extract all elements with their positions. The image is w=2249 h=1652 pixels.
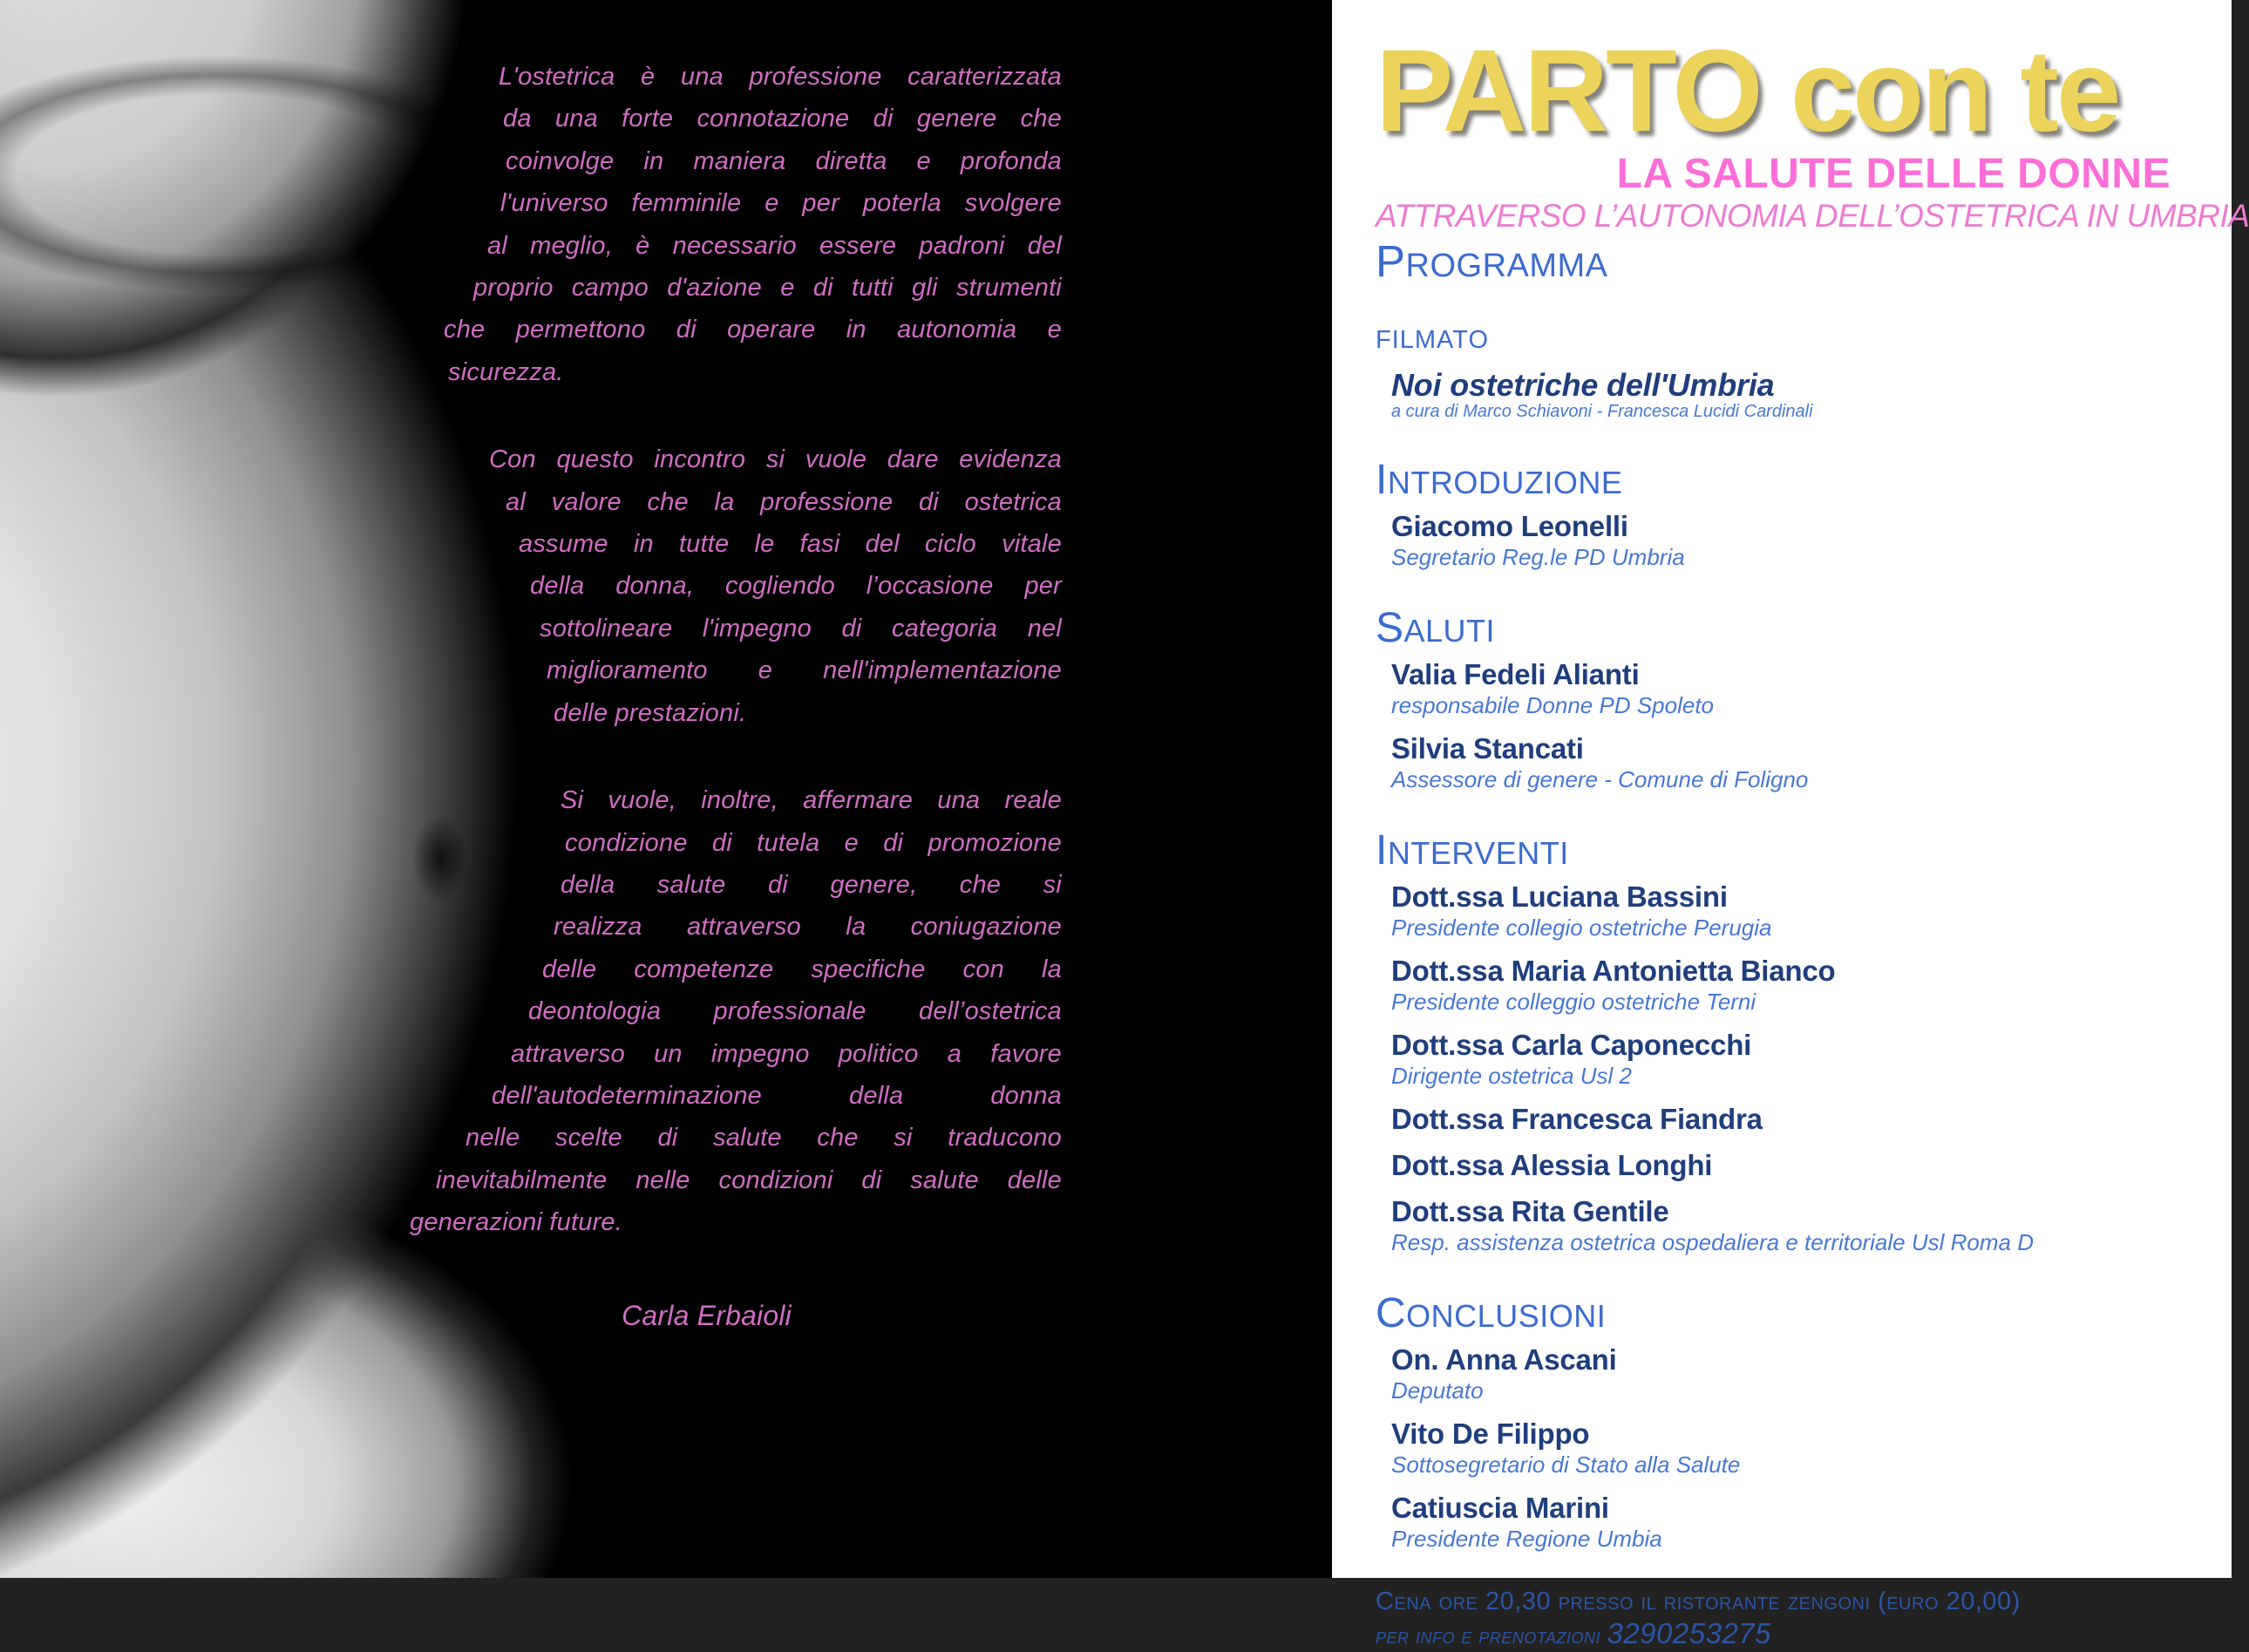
speaker-role: Presidente collegio ostetriche Perugia: [1391, 914, 1772, 941]
dinner-info: Cena ore 20,30 presso il ristorante zengoni (euro 20,00): [1376, 1587, 2021, 1615]
section-heading: INTRODUZIONE: [1376, 457, 1623, 503]
program-item: [1391, 369, 2171, 422]
program-heading: PROGRAMMA: [1376, 236, 1608, 286]
quote-line: assume in tutte le fasi del ciclo vitale: [519, 530, 1062, 559]
quote-line: inevitabilmente nelle condizioni di salute delle: [436, 1166, 1062, 1194]
speaker-role: Assessore di genere - Comune di Foligno: [1391, 766, 1809, 792]
footer: [1376, 1585, 2171, 1652]
program-item: [1391, 1195, 2171, 1255]
program-section: [1376, 605, 2171, 792]
program-section: [1376, 827, 2171, 1255]
quote-line: miglioramento e nell'implementazione: [547, 656, 1062, 685]
quote-line: delle prestazioni.: [554, 698, 747, 727]
speaker-role: Deputato: [1391, 1377, 1484, 1404]
quote-line: da una forte connotazione di genere che: [503, 105, 1062, 133]
quote-line: deontologia professionale dell’ostetrica: [528, 997, 1062, 1026]
program-panel: [1332, 0, 2249, 1649]
speaker-name: Vito De Filippo: [1391, 1417, 1590, 1450]
section-heading: INTERVENTI: [1376, 827, 1569, 874]
quote-block: [0, 56, 1062, 1336]
quote-line: della donna, cogliendo l’occasione per: [530, 572, 1062, 601]
program-section: [1376, 325, 2171, 422]
speaker-role: Presidente colleggio ostetriche Terni: [1391, 989, 1756, 1015]
quote-line: coinvolge in maniera diretta e profonda: [506, 146, 1062, 175]
quote-line: sicurezza.: [448, 357, 564, 386]
speaker-name: Dott.ssa Francesca Fiandra: [1391, 1103, 1763, 1135]
quote-line: che permettono di operare in autonomia e: [444, 316, 1062, 344]
speaker-name: Dott.ssa Maria Antonietta Bianco: [1391, 955, 1836, 987]
program-item: [1391, 880, 2171, 941]
program-item: [1391, 1029, 2171, 1089]
speaker-name: Giacomo Leonelli: [1391, 510, 1628, 542]
quote-paragraph: [0, 438, 1062, 734]
program-item: [1391, 955, 2171, 1015]
quote-line: delle competenze specifiche con la: [542, 955, 1062, 983]
quote-line: Si vuole, inoltre, affermare una reale: [561, 786, 1062, 815]
program-item: [1391, 1417, 2171, 1478]
quote-line: generazioni future.: [410, 1208, 623, 1237]
program-item: [1391, 1343, 2171, 1404]
program-item: [1391, 658, 2171, 718]
quote-line: al valore che la professione di ostetrica: [506, 487, 1062, 516]
booking-info: [1376, 1618, 2171, 1652]
speaker-role: Dirigente ostetrica Usl 2: [1391, 1063, 1632, 1089]
speaker-name: Valia Fedeli Alianti: [1391, 658, 1640, 690]
program-sections: [1376, 325, 2171, 1552]
speaker-role: Sottosegretario di Stato alla Salute: [1391, 1451, 1741, 1478]
booking-label: per info e prenotazioni: [1376, 1624, 1607, 1649]
program-item: [1391, 1103, 2171, 1135]
quote-line: attraverso un impegno politico a favore: [511, 1039, 1062, 1068]
booking-phone: 3290253275: [1607, 1617, 1771, 1649]
program-item: [1391, 1492, 2171, 1552]
quote-line: l'universo femminile e per poterla svolgere: [500, 189, 1062, 218]
program-section: [1376, 1290, 2171, 1552]
program-item: [1391, 510, 2171, 570]
quote-paragraph: [0, 779, 1062, 1243]
speaker-name: Catiuscia Marini: [1391, 1492, 1609, 1524]
speaker-name: Dott.ssa Luciana Bassini: [1391, 880, 1728, 913]
quote-line: dell'autodeterminazione della donna: [492, 1081, 1062, 1110]
quote-line: della salute di genere, che si: [561, 870, 1062, 899]
quote-paragraph: [0, 56, 1062, 393]
speaker-role: Segretario Reg.le PD Umbria: [1391, 544, 1685, 570]
speaker-role: Resp. assistenza ostetrica ospedaliera e territoriale Usl Roma D: [1391, 1229, 2034, 1255]
event-tagline: ATTRAVERSO L’AUTONOMIA DELL’OSTETRICA IN UMBRIA: [1376, 198, 2249, 234]
speaker-role: a cura di Marco Schiavoni - Francesca Lucidi Cardinali: [1391, 402, 1813, 421]
quote-line: sottolineare l'impegno di categoria nel: [540, 614, 1062, 642]
speaker-name: Silvia Stancati: [1391, 732, 1584, 765]
speaker-name: Dott.ssa Carla Caponecchi: [1391, 1029, 1752, 1061]
section-heading: CONCLUSIONI: [1376, 1290, 1607, 1336]
quote-signature: Carla Erbaioli: [622, 1299, 792, 1331]
quote-paragraphs: [0, 56, 1062, 1244]
quote-line: realizza attraverso la coniugazione: [554, 913, 1062, 942]
event-title: PARTO con te: [1376, 26, 2119, 156]
quote-line: condizione di tutela e di promozione: [565, 828, 1062, 857]
program-item: [1391, 732, 2171, 792]
speaker-role: responsabile Donne PD Spoleto: [1391, 692, 1715, 718]
speaker-role: Presidente Regione Umbia: [1391, 1526, 1662, 1552]
section-heading: FILMATO: [1376, 326, 1489, 354]
quote-line: al meglio, è necessario essere padroni del: [487, 231, 1062, 260]
quote-line: Con questo incontro si vuole dare evidenza: [489, 445, 1062, 474]
speaker-name: On. Anna Ascani: [1391, 1343, 1617, 1376]
speaker-name: Dott.ssa Rita Gentile: [1391, 1195, 1669, 1227]
quote-line: L'ostetrica è una professione caratterizzata: [499, 63, 1062, 91]
speaker-name: Dott.ssa Alessia Longhi: [1391, 1149, 1713, 1181]
event-subtitle: LA SALUTE DELLE DONNE: [1616, 151, 2171, 197]
quote-line: nelle scelte di salute che si traducono: [465, 1124, 1062, 1152]
program-section: [1376, 457, 2171, 570]
section-heading: SALUTI: [1376, 605, 1496, 651]
quote-line: proprio campo d'azione e di tutti gli strumenti: [473, 274, 1062, 303]
program-item: [1391, 1149, 2171, 1181]
speaker-name: Noi ostetriche dell'Umbria: [1391, 367, 1775, 403]
